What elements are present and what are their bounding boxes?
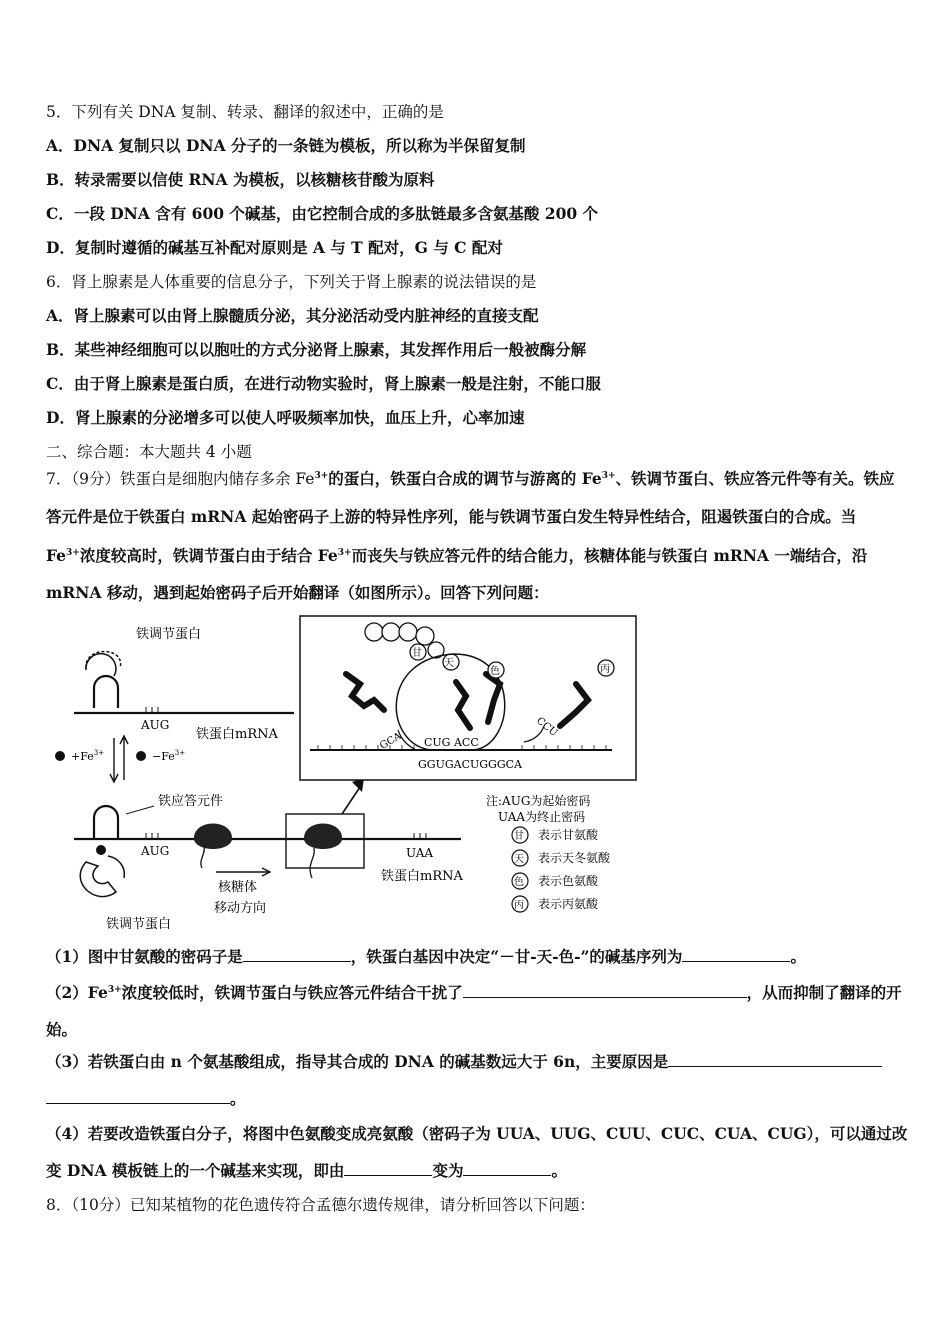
answer-blank-2[interactable] (463, 981, 747, 998)
svg-text:甘: 甘 (514, 831, 524, 842)
section-2-heading: 二、综合题：本大题共 4 小题 (46, 443, 252, 461)
aa-gan-label: 甘 (412, 648, 422, 659)
aa-bing-label: 丙 (600, 664, 610, 675)
fe-dot-bottom (96, 845, 106, 855)
fe-dot-left (55, 751, 65, 761)
label-uaa: UAA (406, 846, 434, 860)
q6-stem: 6．肾上腺素是人体重要的信息分子，下列关于肾上腺素的说法错误的是 (46, 273, 537, 291)
q6-option-a: A．肾上腺素可以由肾上腺髓质分泌，其分泌活动受内脏神经的直接支配 (46, 306, 539, 325)
svg-text:丙: 丙 (514, 900, 524, 911)
fe-dot-right (136, 751, 146, 761)
label-ribosome-dir-2: 移动方向 (214, 901, 267, 916)
svg-text:色: 色 (514, 877, 524, 888)
irp-shape-bottom (80, 856, 124, 897)
answer-blank-1a[interactable] (243, 945, 351, 962)
legend-note-2: UAA为终止密码 (498, 810, 586, 824)
q6-option-b: B．某些神经细胞可以以胞吐的方式分泌肾上腺素，其发挥作用后一般被酶分解 (46, 340, 587, 359)
q6-option-c: C．由于肾上腺素是蛋白质，在进行动物实验时，肾上腺素一般是注射，不能口服 (46, 374, 601, 393)
iron-protein-translation-diagram (46, 610, 640, 935)
q8-stem: 8．（10分）已知某植物的花色遗传符合孟德尔遗传规律，请分析回答以下问题： (46, 1196, 595, 1214)
svg-text:天: 天 (514, 854, 524, 865)
legend-se: 表示色氨酸 (538, 874, 599, 888)
label-plus-fe: $+Fe^{3+}$ (71, 749, 105, 763)
label-aug-bottom: AUG (141, 844, 170, 858)
q6-option-d: D．肾上腺素的分泌增多可以使人呼吸频率加快，血压上升，心率加速 (46, 408, 525, 427)
q5-option-d: D．复制时遵循的碱基互补配对原则是 A 与 T 配对，G 与 C 配对 (46, 238, 503, 257)
q5-option-b: B．转录需要以信使 RNA 为模板，以核糖核苷酸为原料 (46, 170, 435, 189)
answer-blank-4b[interactable] (463, 1159, 551, 1176)
answer-blank-3a[interactable] (668, 1050, 882, 1067)
q5-option-c: C．一段 DNA 含有 600 个碱基，由它控制合成的多肽链最多含氨基酸 200 个 (46, 204, 599, 223)
ribosome-2 (304, 824, 342, 850)
q7-stem: 7．（9分）铁蛋白是细胞内储存多余 $Fe^{3+}$的蛋白，铁蛋白合成的调节与游离的 $Fe^{3+}$、铁调节蛋白、铁应答元件等有关。铁应答元件是位于铁蛋白 mRNA 起始密码子上游的特异性序列，能与铁调节蛋白发生特异性结合，阻遏铁蛋白的合成。当 $Fe^{3+}$浓度较高时，铁调节蛋白由于结合 $Fe^{3+}$而丧失与铁应答元件的结合能力，核糖体能与铁蛋白 mRNA 一端结合，沿 mRNA 移动，遇到起始密码子后开始翻译（如图所示）。回答下列问题： (46, 469, 895, 603)
q7-sub-4: （4）若要改造铁蛋白分子，将图中色氨酸变成亮氨酸（密码子为 UUA、UUG、CUU、CUC、CUA、CUG），可以通过改变 DNA 模板链上的一个碱基来实现，即由 变为 。 (46, 1124, 908, 1180)
q7-sub-2: $(2)Fe^{3+}$浓度较低时，铁调节蛋白与铁应答元件结合干扰了 ，从而抑制了翻译的开始。 (46, 983, 902, 1040)
label-mrna-top: 铁蛋白mRNA (196, 727, 278, 742)
aa-se-label: 色 (490, 666, 500, 677)
label-iron-reg-protein-bottom: 铁调节蛋白 (106, 917, 172, 932)
label-minus-fe: $-Fe^{3+}$ (152, 749, 186, 763)
q5-option-a: A．DNA 复制只以 DNA 分子的一条链为模板，所以称为半保留复制 (46, 136, 526, 155)
aa-tian-label: 天 (444, 658, 454, 669)
legend-gan: 表示甘氨酸 (538, 828, 599, 842)
label-mrna-seq: GGUGACUGGGCA (418, 758, 522, 771)
label-ire: 铁应答元件 (158, 794, 224, 809)
stem-loop-top (94, 676, 118, 708)
answer-blank-4a[interactable] (344, 1159, 432, 1176)
label-gca: GCA (378, 730, 404, 752)
label-ribosome-dir-1: 核糖体 (218, 880, 258, 895)
ribosome-1 (194, 824, 232, 850)
answer-blank-1b[interactable] (682, 945, 790, 962)
legend-bing: 表示丙氨酸 (538, 897, 599, 911)
q7-sub-1: （1）图中甘氨酸的密码子是 ，铁蛋白基因中决定“－甘-天-色-”的碱基序列为 。 (46, 947, 806, 966)
legend-note-1: 注:AUG为起始密码 (486, 794, 591, 808)
label-ccu: CCU (534, 715, 560, 740)
answer-blank-3b[interactable] (46, 1087, 230, 1104)
label-cug-acc: CUG ACC (424, 736, 479, 749)
q5-stem: 5．下列有关 DNA 复制、转录、翻译的叙述中，正确的是 (46, 103, 444, 121)
label-mrna-bottom: 铁蛋白mRNA (381, 869, 463, 884)
q7-sub-3: （3）若铁蛋白由 n 个氨基酸组成，指导其合成的 DNA 的碱基数远大于 6n，主要原因是 。 (46, 1043, 908, 1117)
stem-loop-bottom (94, 806, 118, 838)
label-aug-top: AUG (141, 718, 170, 732)
label-iron-reg-protein-top: 铁调节蛋白 (136, 627, 202, 642)
legend-tian: 表示天冬氨酸 (538, 851, 611, 865)
